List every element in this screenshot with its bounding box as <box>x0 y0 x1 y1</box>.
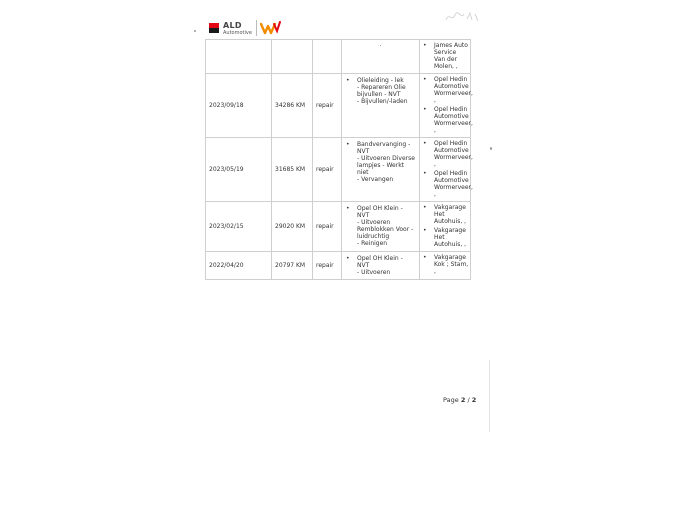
date-cell: 2023/02/15 <box>206 202 272 252</box>
work-item: • Opel OH Klein - NVT - Uitvoeren <box>344 255 417 276</box>
garage-cell <box>420 74 471 138</box>
company-name: ALD <box>223 21 242 30</box>
work-cell <box>342 202 420 252</box>
garage-cell <box>420 40 471 74</box>
work-item: • Opel OH Klein - NVT - Uitvoeren Remblokken Voor - luidruchtig - Reinigen <box>344 205 417 247</box>
page-separator: / <box>467 396 470 404</box>
handwritten-mark-icon <box>444 10 480 24</box>
ald-logo-icon <box>209 23 219 33</box>
page-total: 2 <box>471 396 477 404</box>
scan-edge-line <box>489 360 490 432</box>
table-row <box>206 74 471 138</box>
garage-item: • Vakgarage Het Autohuis, , <box>421 204 469 225</box>
work-cell <box>342 252 420 280</box>
company-subtitle: Automotive <box>223 30 252 36</box>
garage-item: • Vakgarage Het Autohuis, , <box>421 227 469 248</box>
type-cell: repair <box>313 252 342 280</box>
garage-cell <box>420 252 471 280</box>
page-current: 2 <box>460 396 466 404</box>
mileage-cell: 20797 KM <box>272 252 313 280</box>
page-label: Page <box>443 396 459 404</box>
work-item: • Olieleiding - lek - Repareren Olie bijvullen - NVT - Bijvullen/-laden <box>344 77 417 105</box>
type-cell: repair <box>313 138 342 202</box>
garage-item: • Opel Hedin Automotive Wormerveer, , <box>421 76 469 104</box>
scan-speck <box>194 30 196 32</box>
garage-cell <box>420 138 471 202</box>
type-cell: repair <box>313 202 342 252</box>
table-row <box>206 138 471 202</box>
partner-logo-icon <box>260 20 282 36</box>
logo-divider <box>256 20 257 36</box>
page-number <box>443 396 476 404</box>
mileage-cell: 31685 KM <box>272 138 313 202</box>
work-cell <box>342 138 420 202</box>
work-item: • Bandvervanging - NVT - Uitvoeren Diverse lampjes - Werkt niet - Vervangen <box>344 141 417 183</box>
date-cell: 2022/04/20 <box>206 252 272 280</box>
maintenance-history-table <box>205 39 471 280</box>
table-row <box>206 40 471 74</box>
garage-item: • Vakgarage Kok ; Stam, , <box>421 254 469 275</box>
work-cell <box>342 74 420 138</box>
garage-item: • Opel Hedin Automotive Wormerveer, , <box>421 140 469 168</box>
work-text: · <box>379 43 382 50</box>
garage-item: • James Auto Service Van der Molen, , <box>421 42 469 70</box>
scan-speck <box>490 147 492 150</box>
date-cell <box>206 40 272 74</box>
mileage-cell: 34286 KM <box>272 74 313 138</box>
work-cell <box>342 40 420 74</box>
table-row <box>206 252 471 280</box>
garage-item: • Opel Hedin Automotive Wormerveer, , <box>421 170 469 198</box>
date-cell: 2023/05/19 <box>206 138 272 202</box>
date-cell: 2023/09/18 <box>206 74 272 138</box>
garage-item: • Opel Hedin Automotive Wormerveer, , <box>421 106 469 134</box>
mileage-cell: 29020 KM <box>272 202 313 252</box>
table-row <box>206 202 471 252</box>
type-cell: repair <box>313 74 342 138</box>
mileage-cell <box>272 40 313 74</box>
garage-cell <box>420 202 471 252</box>
type-cell <box>313 40 342 74</box>
